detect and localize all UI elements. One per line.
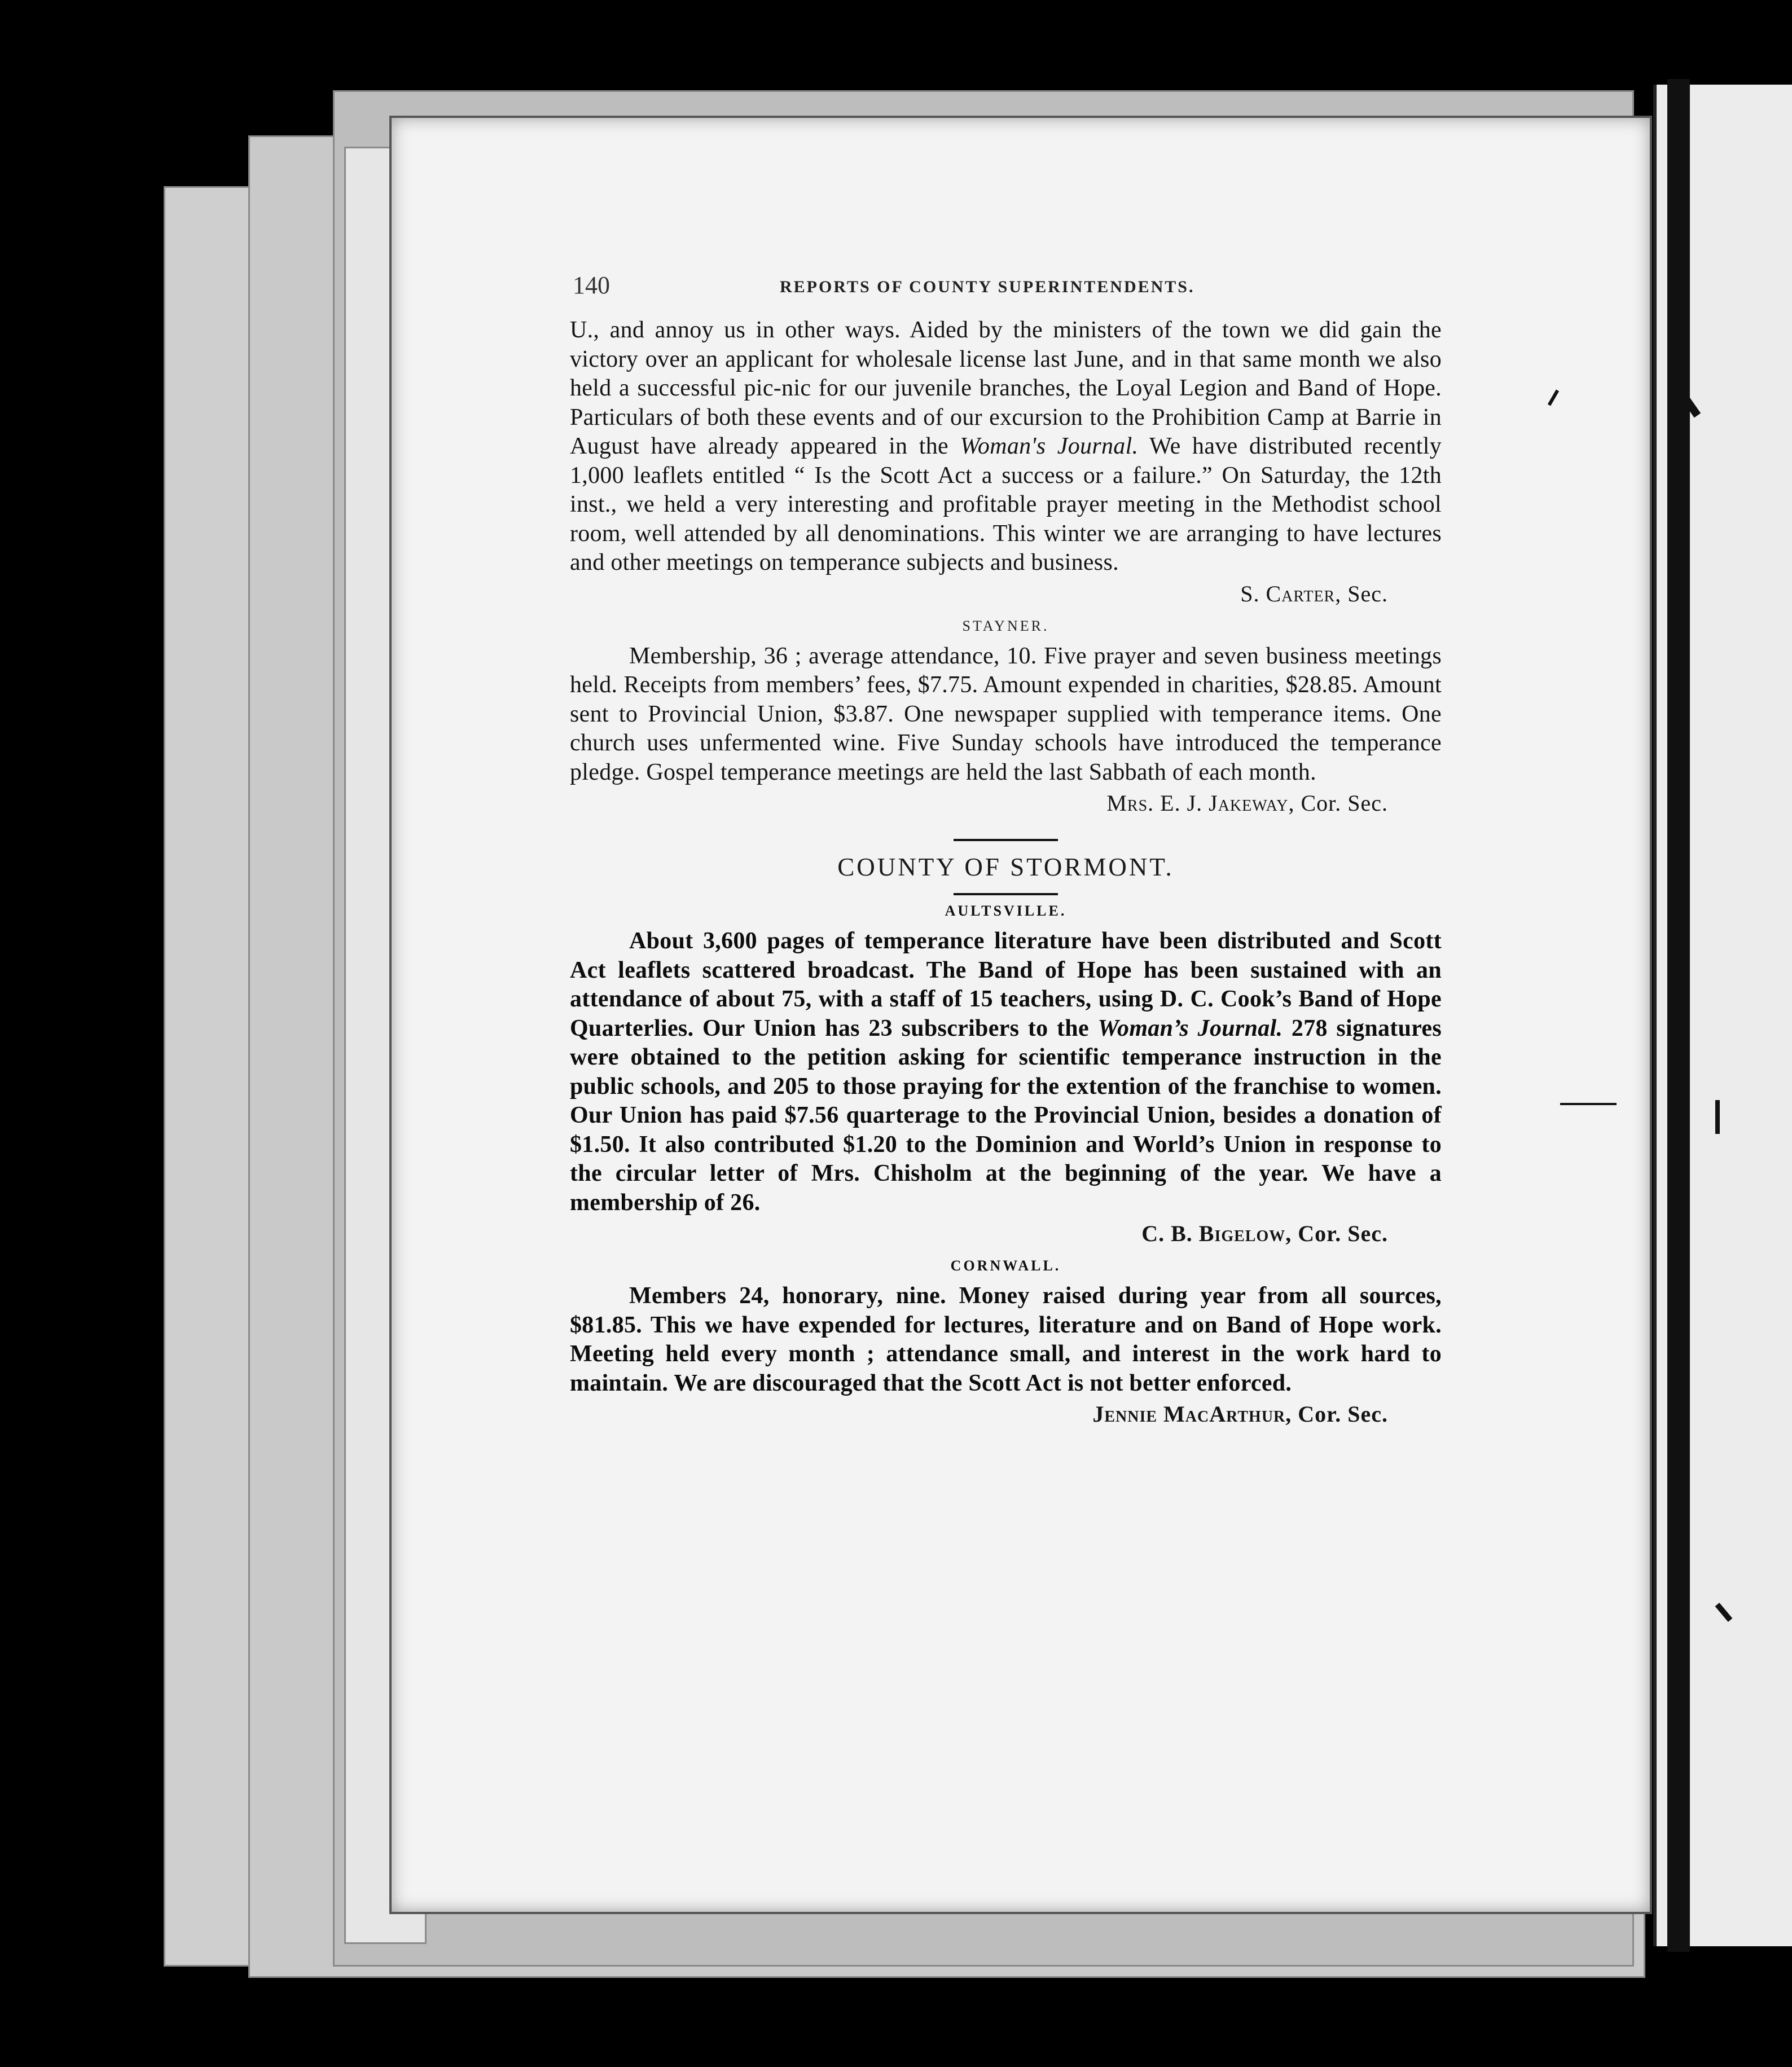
- signatory-name: Jennie MacArthur: [1092, 1401, 1286, 1427]
- cornwall-paragraph: Members 24, honorary, nine. Money raised during year from all sources, $81.85. This we have expended for lectures, literature and on Band of Hope work. Meeting held every month ; attendance small, and interest in the work hard to maintain. We are discouraged that the Scott Act is not better enforced.: [570, 1283, 1442, 1396]
- county-title: COUNTY OF STORMONT.: [837, 853, 1174, 881]
- scan-mark: [1560, 1103, 1617, 1105]
- text-run: We have distributed recently 1,000 leaflets entitled “ Is the Scott Act a success or a failure.” On Saturday, the 12th inst., we held a very interesting and profitable prayer meeting in the Methodist school room, well attended by all denominations. This winter we are arranging to have lectures and other meetings on temperance subjects and business.: [570, 433, 1442, 575]
- running-head-title: REPORTS OF COUNTY SUPERINTENDENTS.: [780, 278, 1195, 296]
- signature-carter: [570, 578, 1442, 610]
- signatory-title: , Sec.: [1335, 580, 1388, 606]
- signatory-name: C. B. Bigelow: [1141, 1221, 1286, 1246]
- text-run: About 3,600 pages of temperance literature have been distributed and Scott Act leaflets scattered broadcast. The Band of Hope has been sustained with an attendance of about 75, with a staff of 15 teachers, using D. C. Cook’s Band of Hope Quarterlies. Our Union has 23 subscribers to the: [570, 928, 1442, 1041]
- signatory-name: Mrs. E. J. Jakeway: [1106, 790, 1289, 816]
- signature-jakeway: [570, 787, 1442, 820]
- signature-macarthur: [570, 1398, 1442, 1431]
- section-heading-cornwall: CORNWALL.: [950, 1257, 1061, 1274]
- signature-bigelow: [570, 1217, 1442, 1250]
- scan-mark: [1715, 1100, 1720, 1134]
- text-run: U., and annoy us in other ways. Aided by the ministers of the town we did gain the victory over an applicant for wholesale license last June, and in that same month we also held a successful pic-nic for our juvenile branches, the Loyal Legion and Band of Hope. Particulars of both these events and of our excursion to the Prohibition Camp at Barrie in August have already appeared in the: [570, 317, 1442, 459]
- section-heading-aultsville: AULTSVILLE.: [945, 903, 1067, 919]
- signatory-title: , Cor. Sec.: [1285, 1221, 1388, 1246]
- continuation-paragraph: [570, 316, 1442, 578]
- signatory-title: , Cor. Sec.: [1288, 790, 1388, 816]
- signatory-title: , Cor. Sec.: [1285, 1401, 1388, 1427]
- page-number: 140: [573, 271, 610, 299]
- running-head: [570, 271, 1442, 316]
- journal-title: Woman's Journal.: [960, 433, 1139, 459]
- section-heading-stayner: STAYNER.: [962, 617, 1049, 634]
- stayner-paragraph: Membership, 36 ; average attendance, 10. Five prayer and seven business meetings held. Receipts from members’ fees, $7.75. Amount expended in charities, $28.85. Amount sent to Provincial Union, $3.87. One newspaper supplied with temperance items. One church uses unfermented wine. Five Sunday schools have introduced the temperance pledge. Gospel temperance meetings are held the last Sabbath of each month.: [570, 643, 1442, 785]
- journal-title: Woman’s Journal.: [1097, 1015, 1283, 1041]
- page-text: [570, 271, 1442, 1431]
- aultsville-paragraph: [570, 927, 1442, 1217]
- signatory-name: S. Carter: [1240, 580, 1336, 606]
- text-run: 278 signatures were obtained to the petition asking for scientific temperance instruction in the public schools, and 205 to those praying for the extention of the franchise to women. Our Union has paid $7.56 quarterage to the Provincial Union, besides a donation of $1.50. It also contributed $1.20 to the Dominion and World’s Union in response to the circular letter of Mrs. Chisholm at the beginning of the year. We have a membership of 26.: [570, 1015, 1442, 1216]
- book-gutter: [1667, 79, 1690, 1952]
